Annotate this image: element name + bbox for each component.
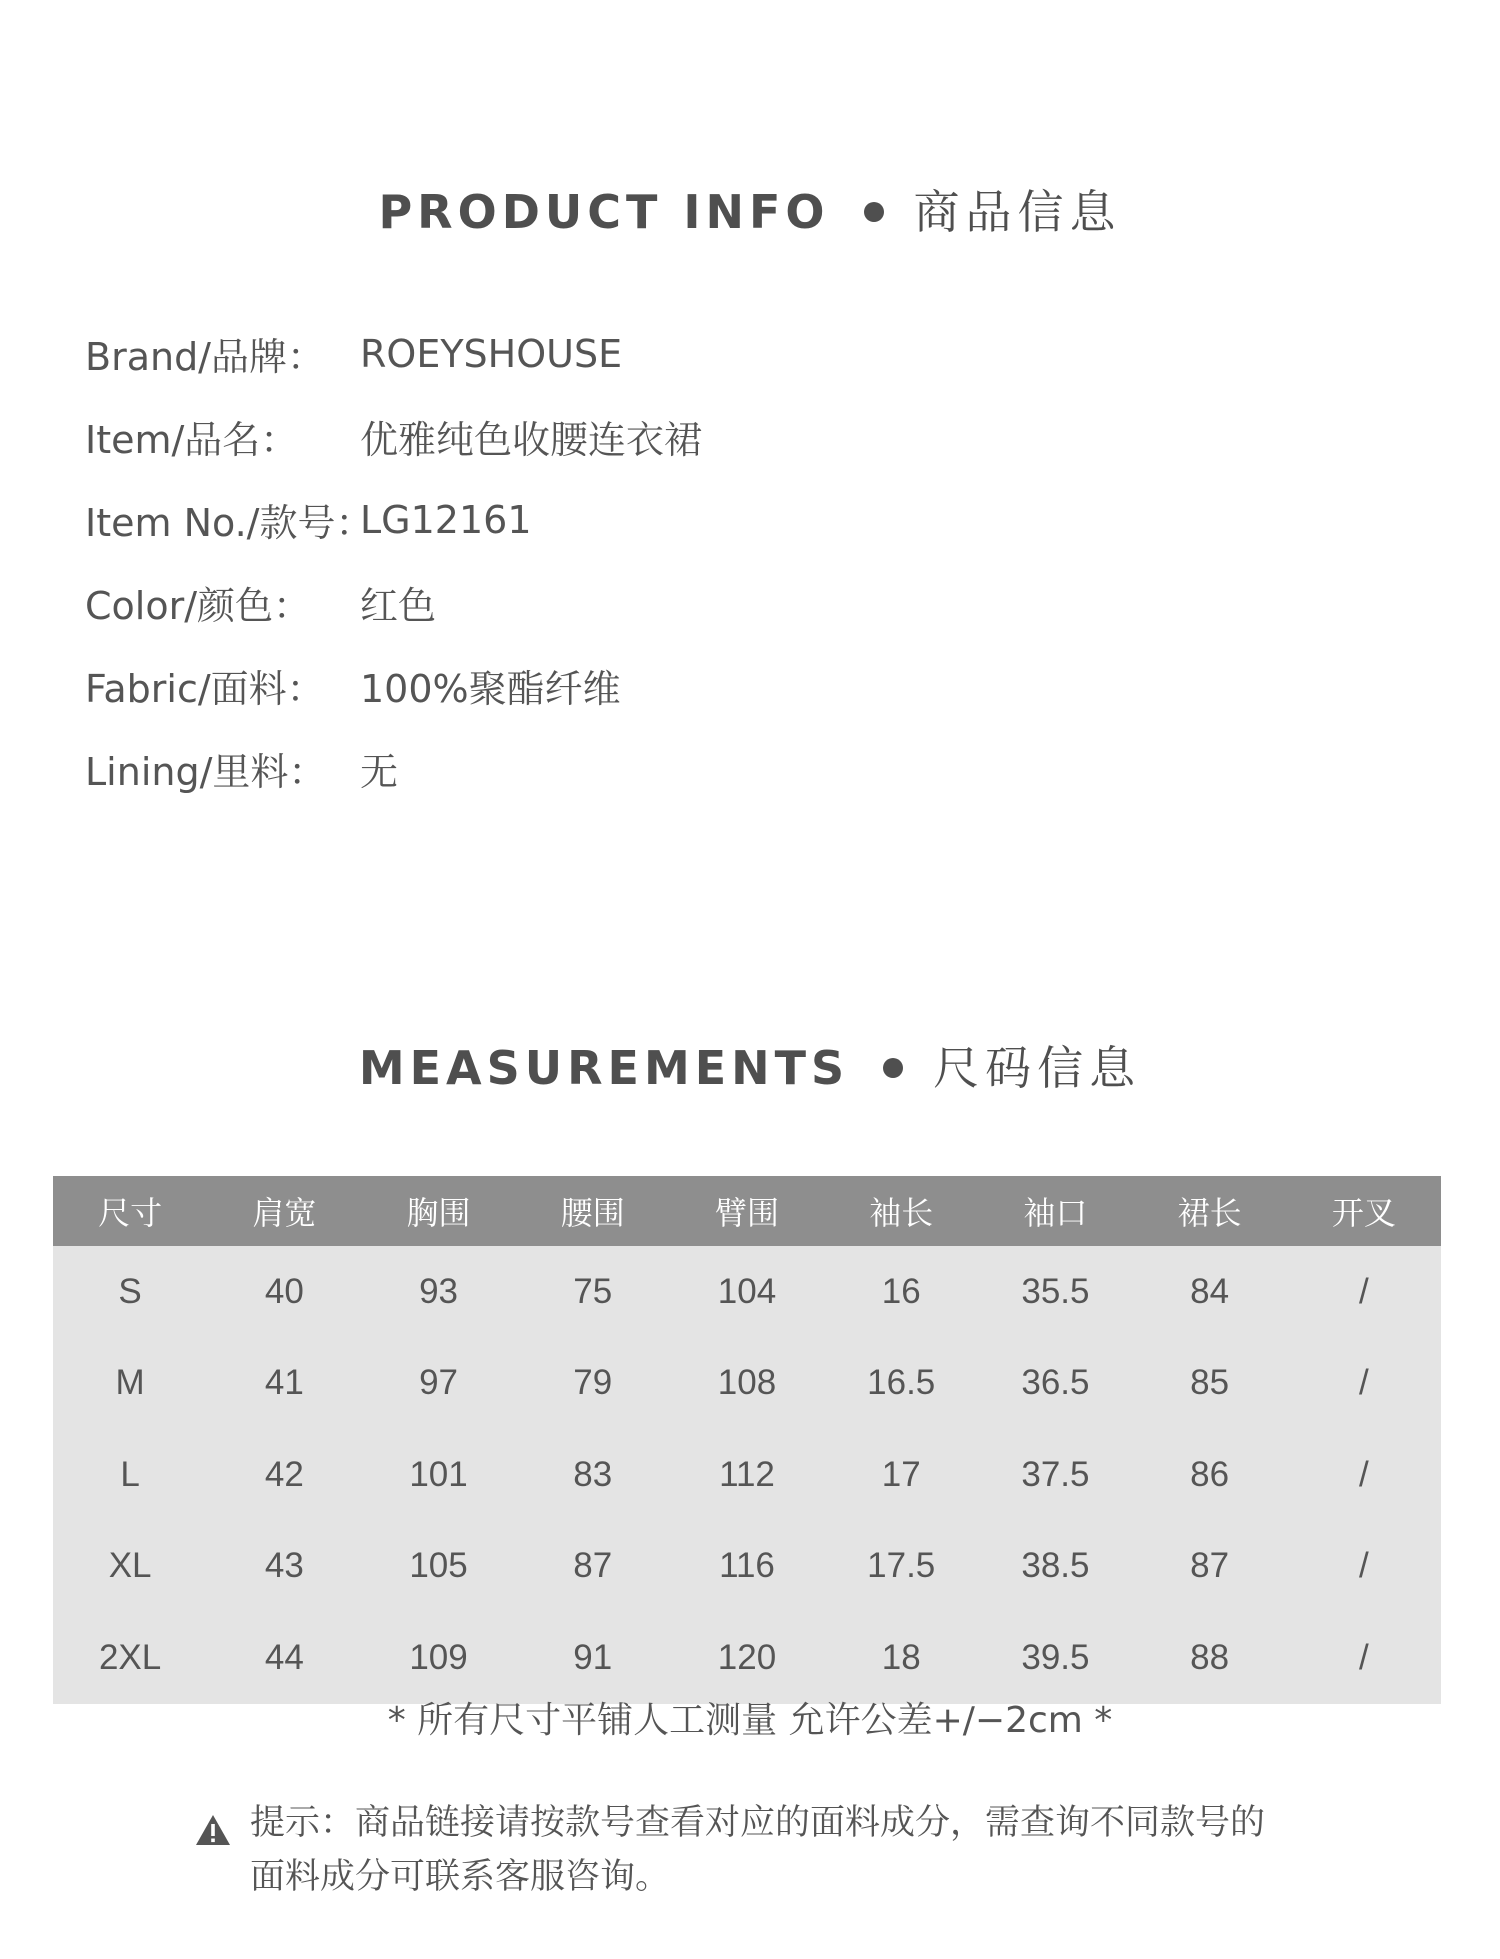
table-header-cell: 裙长 [1133, 1176, 1287, 1246]
measurement-note: * 所有尺寸平铺人工测量 允许公差+/−2cm * [387, 1700, 1113, 1741]
table-cell: 93 [361, 1246, 515, 1338]
table-cell: 17 [824, 1429, 978, 1521]
info-row-brand [85, 312, 1385, 395]
table-cell: 36.5 [978, 1338, 1132, 1430]
table-cell: 75 [516, 1246, 670, 1338]
table-cell: 39.5 [978, 1612, 1132, 1704]
table-cell: 37.5 [978, 1429, 1132, 1521]
table-header-cell: 袖口 [978, 1176, 1132, 1246]
table-cell: 18 [824, 1612, 978, 1704]
tip-block [195, 1796, 1325, 1904]
size-table [53, 1176, 1441, 1704]
measurements-title-zh: 尺码信息 [933, 1041, 1142, 1095]
table-cell: 85 [1133, 1338, 1287, 1430]
table-cell: / [1287, 1338, 1441, 1430]
table-cell: 79 [516, 1338, 670, 1430]
info-value: ROEYSHOUSE [360, 331, 623, 376]
table-cell: 87 [516, 1521, 670, 1613]
table-row [53, 1429, 1441, 1521]
measurements-title-en: MEASUREMENTS [358, 1041, 850, 1095]
tip-line-2: 面料成分可联系客服咨询。 [250, 1857, 671, 1897]
table-cell: 88 [1133, 1612, 1287, 1704]
table-cell: 87 [1133, 1521, 1287, 1613]
table-cell: 105 [361, 1521, 515, 1613]
table-row [53, 1338, 1441, 1430]
tip-line-1: 提示：商品链接请按款号查看对应的面料成分，需查询不同款号的 [250, 1803, 1266, 1843]
info-value: 无 [360, 750, 399, 794]
product-info-title [0, 176, 1500, 242]
table-cell: 91 [516, 1612, 670, 1704]
table-cell: S [53, 1246, 207, 1338]
table-cell: L [53, 1429, 207, 1521]
table-cell: 104 [670, 1246, 824, 1338]
measurements-title [0, 1032, 1500, 1098]
table-cell: / [1287, 1246, 1441, 1338]
table-header-row [53, 1176, 1441, 1246]
info-label: Lining/里料： [85, 750, 327, 794]
info-value: 优雅纯色收腰连衣裙 [360, 418, 703, 462]
info-label: Brand/品牌： [85, 335, 325, 379]
info-row-item-no [85, 478, 1385, 561]
table-cell: 97 [361, 1338, 515, 1430]
table-cell: 109 [361, 1612, 515, 1704]
table-cell: 40 [207, 1246, 361, 1338]
table-row [53, 1521, 1441, 1613]
table-cell: 44 [207, 1612, 361, 1704]
table-cell: 116 [670, 1521, 824, 1613]
table-header-cell: 肩宽 [207, 1176, 361, 1246]
table-cell: 38.5 [978, 1521, 1132, 1613]
info-label: Color/颜色： [85, 584, 312, 628]
table-cell: 84 [1133, 1246, 1287, 1338]
info-row-item [85, 395, 1385, 478]
table-cell: XL [53, 1521, 207, 1613]
table-header-cell: 胸围 [361, 1176, 515, 1246]
table-cell: / [1287, 1429, 1441, 1521]
title-dot-icon [864, 202, 884, 222]
table-cell: / [1287, 1521, 1441, 1613]
table-header-cell: 尺寸 [53, 1176, 207, 1246]
table-header-cell: 开叉 [1287, 1176, 1441, 1246]
info-row-color [85, 561, 1385, 644]
table-cell: 43 [207, 1521, 361, 1613]
table-cell: 41 [207, 1338, 361, 1430]
table-cell: 86 [1133, 1429, 1287, 1521]
table-cell: 83 [516, 1429, 670, 1521]
product-info-title-en: PRODUCT INFO [378, 185, 830, 239]
info-row-lining [85, 727, 1385, 810]
table-cell: 16 [824, 1246, 978, 1338]
warning-icon [195, 1814, 231, 1846]
table-header-cell: 袖长 [824, 1176, 978, 1246]
info-value: 红色 [360, 584, 437, 628]
info-label: Fabric/面料： [85, 667, 325, 711]
product-info-title-zh: 商品信息 [913, 185, 1122, 239]
info-label: Item/品名： [85, 418, 299, 462]
info-value: 100%聚酯纤维 [360, 667, 621, 711]
product-info-list [85, 312, 1385, 810]
info-label: Item No./款号： [85, 501, 374, 545]
title-dot-icon [883, 1058, 903, 1078]
table-header-cell: 臂围 [670, 1176, 824, 1246]
table-row [53, 1612, 1441, 1704]
table-cell: M [53, 1338, 207, 1430]
table-cell: 2XL [53, 1612, 207, 1704]
table-cell: 101 [361, 1429, 515, 1521]
table-cell: 42 [207, 1429, 361, 1521]
table-cell: 120 [670, 1612, 824, 1704]
table-cell: 16.5 [824, 1338, 978, 1430]
table-cell: 35.5 [978, 1246, 1132, 1338]
info-value: LG12161 [360, 497, 532, 542]
table-header-cell: 腰围 [516, 1176, 670, 1246]
table-cell: 112 [670, 1429, 824, 1521]
table-cell: / [1287, 1612, 1441, 1704]
table-cell: 17.5 [824, 1521, 978, 1613]
table-row [53, 1246, 1441, 1338]
table-cell: 108 [670, 1338, 824, 1430]
info-row-fabric [85, 644, 1385, 727]
